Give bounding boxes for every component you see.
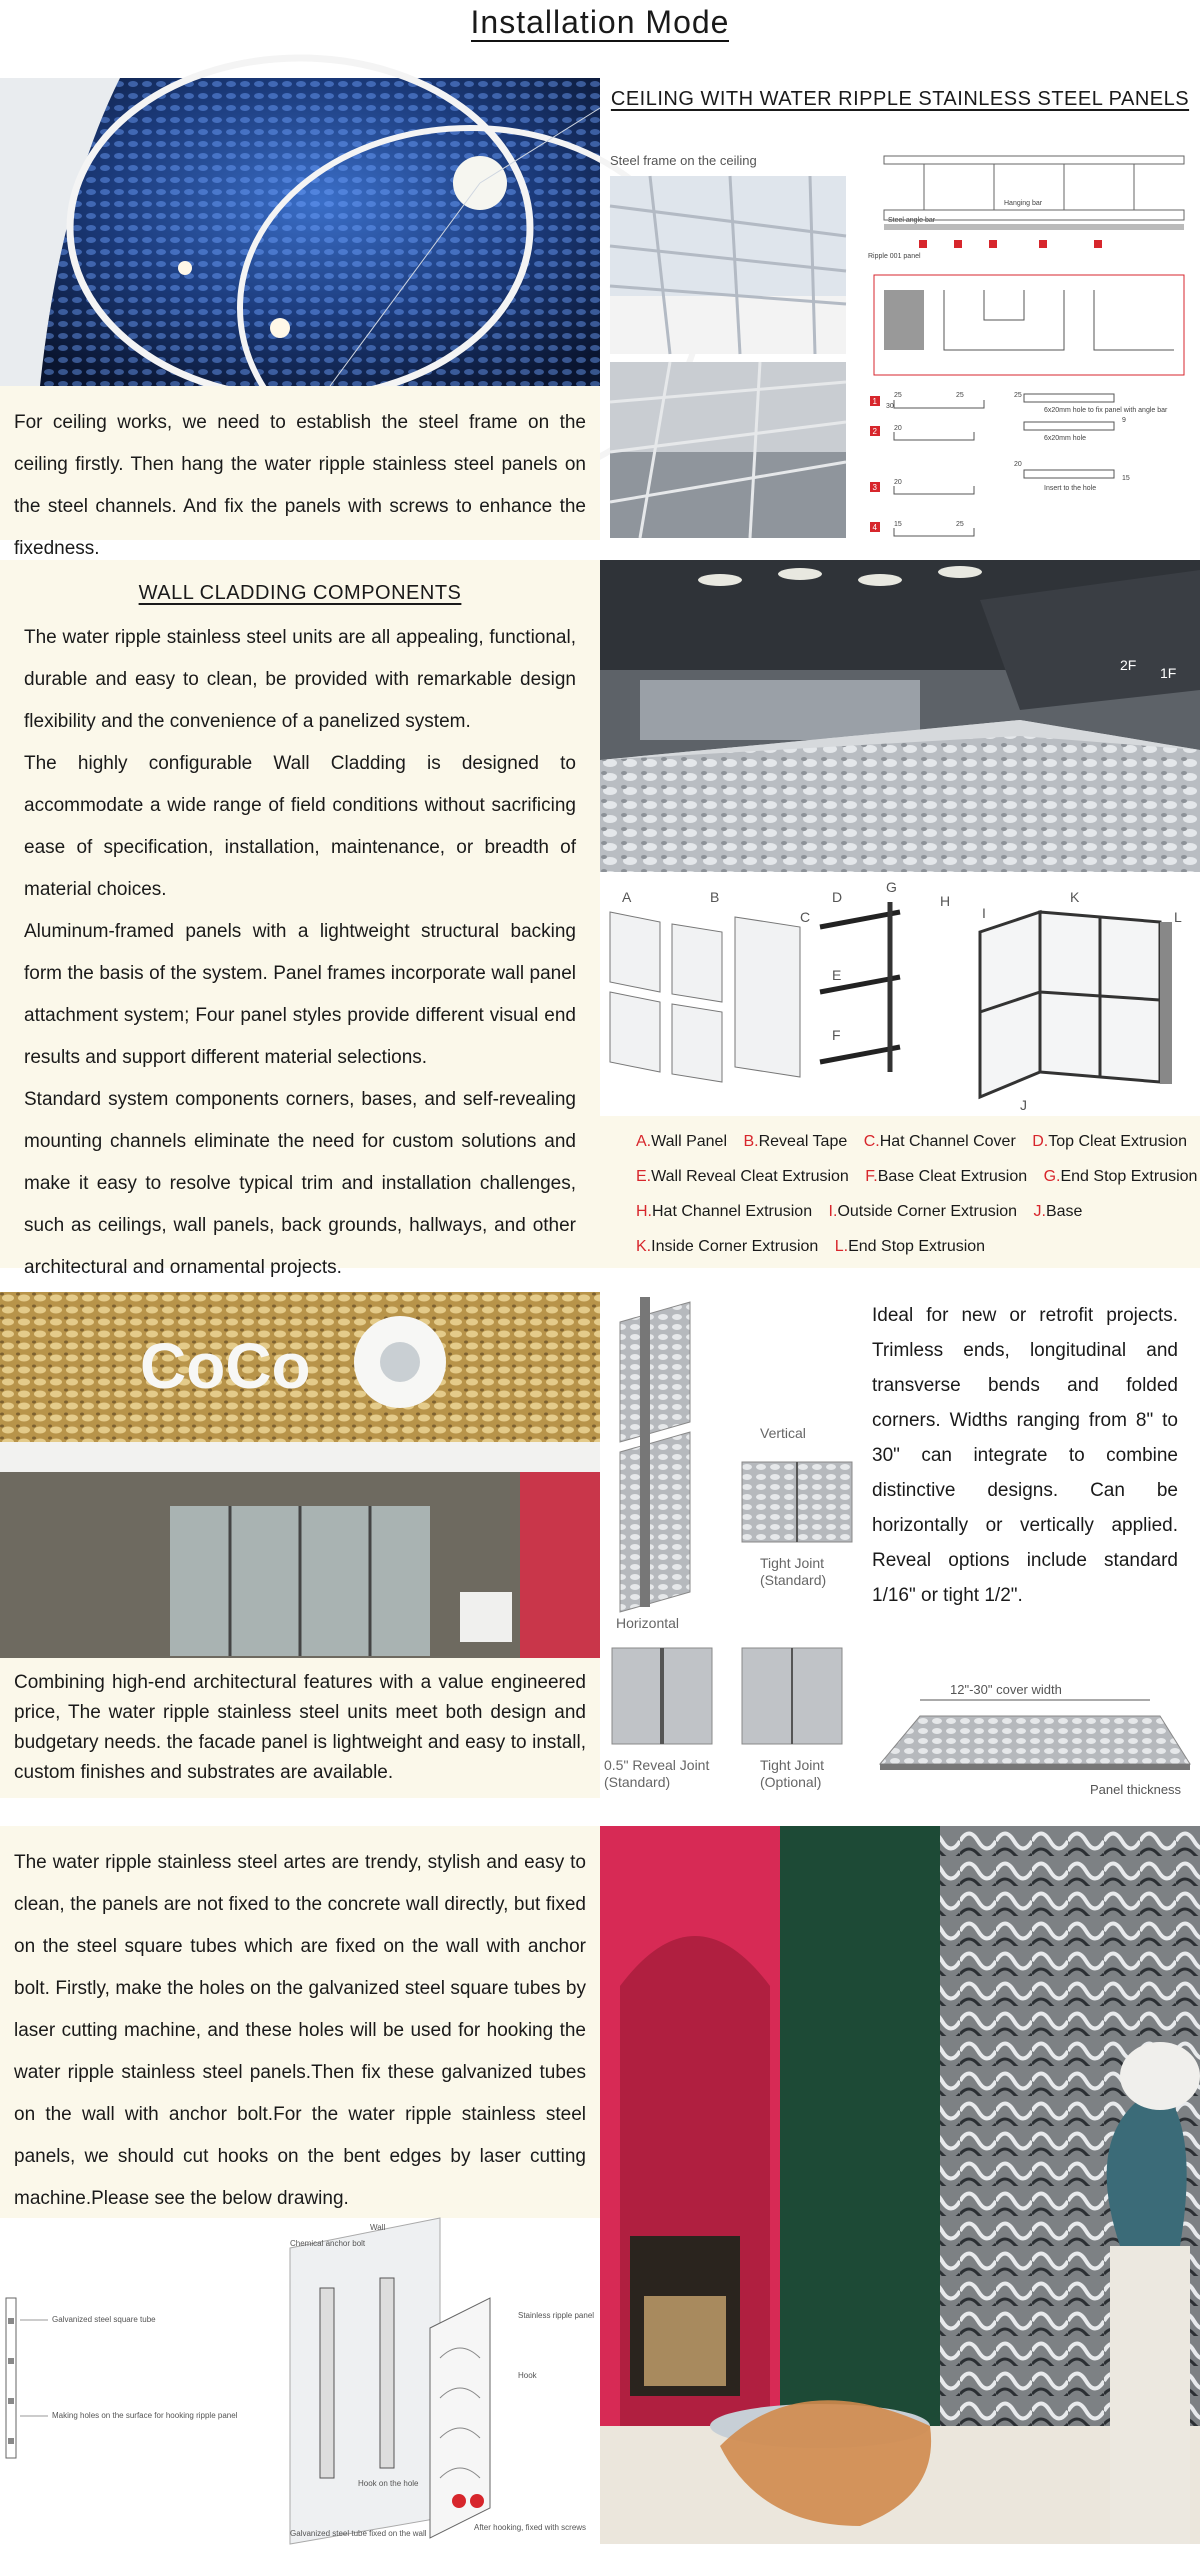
holes-label: Making holes on the surface for hooking ripple panel — [52, 2411, 238, 2420]
wall-label: Wall — [370, 2223, 386, 2232]
diagram-letter-e: E — [832, 967, 842, 983]
install-description: The water ripple stainless steel artes are trendy, stylish and easy to clean, the panels are not fixed to the concrete wall directly, but fixed on the steel square tubes which are fixed on the wall with anchor bolt. Firstly, make the holes on the galvanized steel square tubes by laser cutting machine, and these holes will be used for hooking the water ripple stainless steel panels.Then fix these galvanized tubes on the wall with anchor bolt.For the water ripple stainless steel panels, we should cut hooks on the bent edges by laser cutting machine.Please see the below drawing. — [14, 1852, 586, 2209]
diagram-letter-h: H — [940, 893, 951, 909]
facade-features-box — [872, 1298, 1178, 1658]
dim-3: 25 — [956, 392, 964, 399]
ceiling-photo — [0, 78, 600, 386]
facade-description: Combining high-end architectural features with a value engineered price, The water ripple stainless steel units meet both design and budgetary needs. the facade panel is lightweight and easy to install, custom finishes and substrates are available. — [14, 1672, 586, 1783]
panel-label: Ripple 001 panel — [868, 253, 921, 260]
tight-joint-optional-label: Tight Joint (Optional) — [760, 1757, 825, 1790]
hole-note-2: 6x20mm hole — [1044, 435, 1087, 442]
legend-row-2 — [636, 1159, 1200, 1194]
horizontal-label: Horizontal — [616, 1615, 680, 1631]
legend-key-k: K. — [636, 1238, 652, 1255]
dim-7: 20 — [1014, 461, 1022, 468]
legend-label-e: Wall Reveal Cleat Extrusion — [651, 1168, 849, 1185]
storefront-sign: CoCo — [140, 1330, 311, 1402]
legend-label-a: Wall Panel — [651, 1133, 728, 1150]
steel-frame-photo-1 — [610, 176, 846, 354]
diagram-letter-f: F — [832, 1027, 841, 1043]
facade-panels-drawing — [600, 1292, 860, 1802]
step-3: 3 — [872, 483, 877, 492]
diagram-letter-i: I — [982, 905, 986, 921]
wall-text-box — [0, 560, 600, 1278]
dim-11: 25 — [956, 521, 964, 528]
kitchen-counter-photo — [600, 560, 1200, 872]
dim-6: 9 — [1122, 417, 1126, 424]
hole-note: 6x20mm hole to fix panel with angle bar — [1044, 407, 1168, 414]
svg-text:1F: 1F — [1160, 665, 1177, 681]
wall-paragraph-3: Aluminum-framed panels with a lightweight structural backing form the basis of the system. Panel frames incorporate wall panel attachment system; Four panel styles provide different visual end results and support different material selections. — [24, 921, 576, 1068]
legend-label-i: Outside Corner Extrusion — [837, 1203, 1018, 1220]
legend-key-d: D. — [1032, 1133, 1049, 1150]
legend-row-4 — [636, 1229, 1200, 1264]
dim-8: 15 — [1122, 475, 1130, 482]
ceiling-description: For ceiling works, we need to establish the steel frame on the ceiling firstly. Then hang the water ripple stainless steel panels on the steel channels. And fix the panels with screws to enhance the fixedness. — [14, 412, 586, 559]
ripple-panel-label: Stainless ripple panel — [518, 2311, 595, 2320]
panel-thickness-label: Panel thickness — [1090, 1782, 1182, 1797]
legend-key-j: J. — [1033, 1203, 1046, 1220]
wall-paragraph-4: Standard system components corners, bases, and self-revealing mounting channels eliminate the need for custom solutions and make it easy to resolve typical trim and installation challenges, such as ceilings, wall panels, back grounds, hallways, and other architectural and ornamental projects. — [24, 1089, 576, 1278]
fixed-tube-label: Galvanized steel tube fixed on the wall — [290, 2529, 427, 2538]
coco-storefront-photo — [0, 1292, 600, 1658]
legend-label-j: Base — [1045, 1203, 1083, 1220]
diagram-letter-b: B — [710, 889, 720, 905]
dim-5: 20 — [894, 425, 902, 432]
legend-label-g: End Stop Extrusion — [1060, 1168, 1198, 1185]
install-text-box — [0, 1826, 600, 2218]
legend-key-c: C. — [863, 1133, 880, 1150]
tube-label: Galvanized steel square tube — [52, 2315, 156, 2324]
vertical-label: Vertical — [760, 1425, 806, 1441]
legend-label-d: Top Cleat Extrusion — [1048, 1133, 1187, 1150]
diagram-letter-j: J — [1020, 1097, 1027, 1113]
facade-text-box — [0, 1658, 600, 1798]
install-drawing — [0, 2218, 600, 2544]
dim-1: 25 — [894, 392, 902, 399]
reveal-joint-label: 0.5" Reveal Joint (Standard) — [604, 1757, 710, 1790]
legend-key-i: I. — [828, 1203, 838, 1220]
angle-bar-label: Steel angle bar — [888, 217, 936, 224]
diagram-letter-a: A — [622, 889, 632, 905]
ceiling-install-drawing — [864, 150, 1200, 542]
wall-paragraph-2: The highly configurable Wall Cladding is designed to accommodate a wide range of field conditions without sacrificing ease of specification, installation, maintenance, or breadth of material choices. — [24, 753, 576, 900]
wall-components-diagram — [600, 872, 1200, 1116]
steel-frame-caption: Steel frame on the ceiling — [610, 153, 757, 168]
dim-2: 30 — [886, 403, 894, 410]
ceiling-heading — [600, 88, 1200, 118]
cover-width-label: 12"-30" cover width — [950, 1682, 1062, 1697]
ceiling-heading-text: CEILING WITH WATER RIPPLE STAINLESS STEEL PANELS — [610, 88, 1190, 110]
step-2: 2 — [872, 427, 877, 436]
diagram-letter-l: L — [1174, 909, 1182, 925]
insert-note: Insert to the hole — [1044, 485, 1097, 492]
cover-width-drawing — [860, 1676, 1200, 1800]
tight-joint-standard-label: Tight Joint (Standard) — [760, 1555, 827, 1588]
hook-on-hole-label: Hook on the hole — [358, 2479, 419, 2488]
page-title — [0, 0, 1200, 50]
diagram-letter-g: G — [886, 879, 897, 895]
dim-4: 25 — [1014, 392, 1022, 399]
legend-label-k: Inside Corner Extrusion — [651, 1238, 819, 1255]
svg-text:2F: 2F — [1120, 657, 1137, 673]
step-badges — [870, 396, 880, 532]
legend-row-3 — [636, 1194, 1200, 1229]
legend-label-b: Reveal Tape — [758, 1133, 848, 1150]
anchor-label: Chemical anchor bolt — [290, 2239, 366, 2248]
legend-key-h: H. — [636, 1203, 652, 1220]
legend-key-g: G. — [1043, 1168, 1061, 1185]
diagram-letter-c: C — [800, 909, 811, 925]
legend-key-l: L. — [834, 1238, 849, 1255]
legend-row-1 — [636, 1124, 1200, 1159]
legend-label-f: Base Cleat Extrusion — [877, 1168, 1028, 1185]
dim-10: 15 — [894, 521, 902, 528]
legend-key-b: B. — [743, 1133, 759, 1150]
hanging-bar-label: Hanging bar — [1004, 200, 1043, 207]
hook-label: Hook — [518, 2371, 537, 2380]
interior-photo — [600, 1826, 1200, 2544]
legend-label-l: End Stop Extrusion — [848, 1238, 986, 1255]
ceiling-text-box — [0, 386, 600, 559]
legend-label-c: Hat Channel Cover — [879, 1133, 1016, 1150]
step-1: 1 — [872, 397, 877, 406]
page-title-text: Installation Mode — [470, 4, 730, 40]
facade-features-text: Ideal for new or retrofit projects. Trimless ends, longitudinal and transverse bends and folded corners. Widths ranging from 8" to 30" can integrate to combine distinctive designs. Can be horizontally or vertically applied. Reveal options include standard 1/16" or tight 1/2". — [872, 1305, 1178, 1606]
wall-legend — [600, 1116, 1200, 1268]
legend-key-e: E. — [636, 1168, 652, 1185]
steel-frame-photo-2 — [610, 362, 846, 538]
legend-key-a: A. — [636, 1133, 652, 1150]
after-hooking-label: After hooking, fixed with screws — [474, 2523, 587, 2532]
dim-9: 20 — [894, 479, 902, 486]
step-4: 4 — [872, 523, 877, 532]
legend-key-f: F. — [865, 1168, 878, 1185]
diagram-letter-d: D — [832, 889, 843, 905]
legend-label-h: Hat Channel Extrusion — [652, 1203, 813, 1220]
diagram-letter-k: K — [1070, 889, 1080, 905]
wall-heading: WALL CLADDING COMPONENTS — [138, 582, 462, 604]
wall-paragraph-1: The water ripple stainless steel units are all appealing, functional, durable and easy to clean, be provided with remarkable design flexibility and the convenience of a panelized system. — [24, 627, 576, 732]
